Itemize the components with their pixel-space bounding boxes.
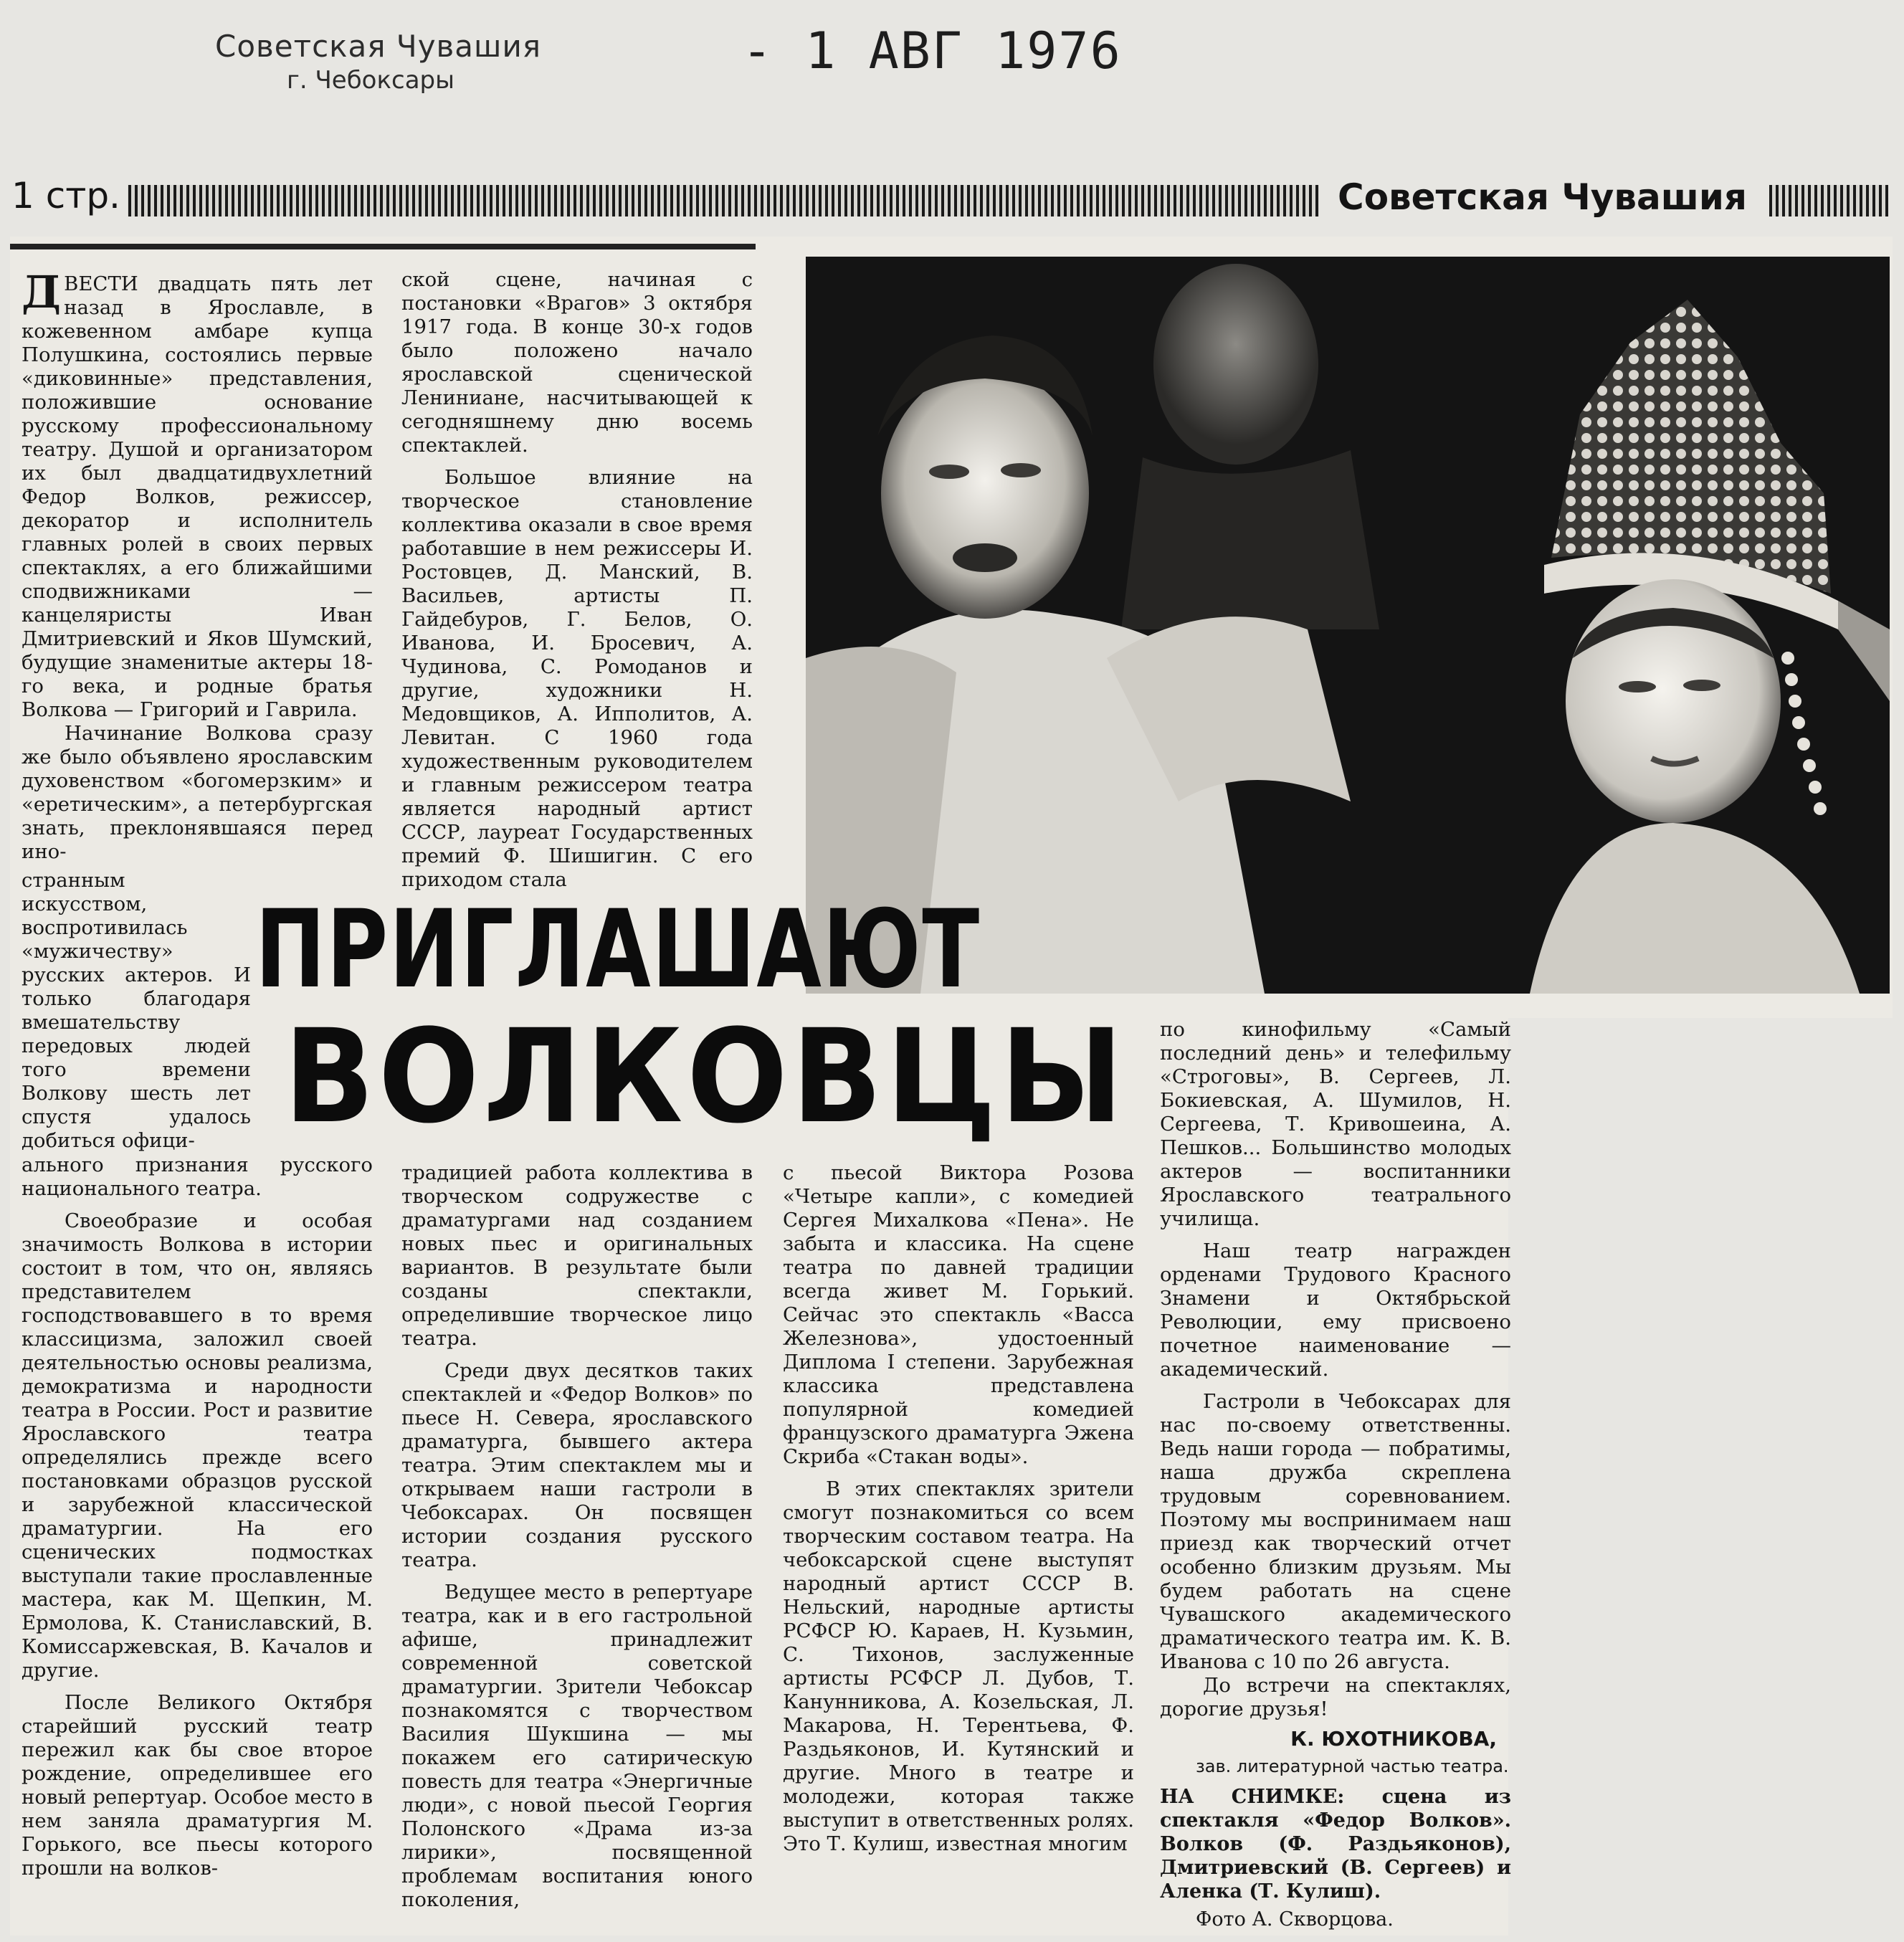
photo-caption: НА СНИМКЕ: сцена из спектакля «Федор Волков». Волков (Ф. Раздьяконов), Дмитриевский (В. Сергеев) и Аленка (Т. Кулиш). xyxy=(1160,1786,1511,1903)
article-top-rule xyxy=(10,244,756,249)
article-paragraph: До встречи на спектаклях, дорогие друзья! xyxy=(1160,1674,1511,1720)
article-column-3 xyxy=(783,1161,1134,1856)
article-paragraph: Начинание Волкова сразу же было объявлено ярославским духовенством «богомерзким» и «еретическим», а петербургская знать, преклонявшаяся перед ино- xyxy=(22,722,373,863)
page-number-label: 1 стр. xyxy=(11,175,128,216)
article-paragraph: ской сцене, начиная с постановки «Врагов» 3 октября 1917 года. В конце 30-х годов было положено начало ярославской сценической Лениниане, насчитывающей к сегодняшнему дню восемь спектаклей. xyxy=(401,268,753,457)
article-paragraph xyxy=(22,266,373,722)
article-column-2-bottom xyxy=(401,1161,753,1912)
article-paragraph: традицией работа коллектива в творческом содружестве с драматургами над созданием новых пьес и оригинальных вариантов. В результате были созданы спектакли, определившие творческое лицо театра. xyxy=(401,1161,753,1350)
article-column-2-top xyxy=(401,268,753,892)
masthead-hatch-rule-end xyxy=(1769,185,1888,216)
theatre-scene-photo xyxy=(806,257,1890,994)
article-paragraph: Ведущее место в репертуаре театра, как и в его гастрольной афише, принадлежит современной советской драматургии. Зрители Чебоксар познакомятся с творчеством Василия Шукшина — мы покажем его сатирическую повесть для театра «Энергичные люди», с новой пьесой Георгия Полонского «Драма из-за лирики», посвященной проблемам воспитания юного поколения, xyxy=(401,1581,753,1911)
headline-line-1: ПРИГЛАШАЮТ xyxy=(255,887,981,1012)
article-column-4 xyxy=(1160,1018,1511,1931)
clipping-date-stamp: - 1 АВГ 1976 xyxy=(742,22,1122,80)
photo-illustration xyxy=(806,257,1890,994)
author-signature: К. ЮХОТНИКОВА, xyxy=(1290,1727,1497,1751)
article-paragraph: по кинофильму «Самый последний день» и телефильму «Строговы», В. Сергеев, Л. Бокиевская, А. Шумилов, Н. Сергеева, Т. Кривошеина, А. Пешков... Большинство молодых актеров — воспитанники Ярославского театрального училища. xyxy=(1160,1018,1511,1230)
article-paragraph: странным искусством, воспротивилась «мужичеству» русских актеров. И только благодаря вмешательству передовых людей того времени Волкову шесть лет спустя удалось добиться офици- xyxy=(22,869,251,1152)
article-paragraph: Гастроли в Чебоксарах для нас по-своему ответственны. Ведь наши города — побратимы, наша дружба скреплена трудовым соревнованием. Поэтому мы воспринимаем наш приезд как творческий отчет особенно близким друзьям. Мы будем работать на сцене Чувашского академического драматического театра им. К. В. Иванова с 10 по 26 августа. xyxy=(1160,1390,1511,1673)
article-paragraph: с пьесой Виктора Розова «Четыре капли», с комедией Сергея Михалкова «Пена». Не забыта и классика. На сцене театра по давней традиции всегда живет М. Горький. Сейчас это спектакль «Васса Железнова», удостоенный Диплома I степени. Зарубежная классика представлена популярной комедией французского драматурга Эжена Скриба «Стакан воды». xyxy=(783,1161,1134,1468)
article-column-1-top xyxy=(22,266,373,864)
article-paragraph: После Великого Октября старейший русский театр пережил как бы свое второе рождение, определившее его новый репертуар. Особое место в нем заняла драматургия М. Горького, все пьесы которого прошли на волков- xyxy=(22,1691,373,1880)
paragraph-text: ВЕСТИ двадцать пять лет назад в Ярославле, в кожевенном амбаре купца Полушкина, состоялись первые «диковинные» представления, положившие основание русскому профессиональному театру. Душой и организатором их был двадцатидвухлетний Федор Волков, режиссер, декоратор и исполнитель главных ролей в своих первых спектаклях, а его ближайшими сподвижниками — канцеляристы Иван Дмитриевский и Яков Шумский, будущие знаменитые актеры 18-го века, и родные братья Волкова — Григорий и Гаврила. xyxy=(22,272,373,721)
clipping-city-stamp: г. Чебоксары xyxy=(287,66,454,95)
article-paragraph: Наш театр награжден орденами Трудового Красного Знамени и Октябрьской Революции, ему присвоено почетное наименование — академический. xyxy=(1160,1239,1511,1381)
article-column-1-narrow xyxy=(22,869,251,1153)
headline-line-2: ВОЛКОВЦЫ xyxy=(284,1002,1128,1152)
article-paragraph: ального признания русского национального театра. xyxy=(22,1153,373,1200)
masthead-hatch-rule xyxy=(122,185,1319,216)
article-column-1-bottom xyxy=(22,1153,373,1880)
clipping-newspaper-stamp: Советская Чувашия xyxy=(215,29,542,64)
author-role: зав. литературной частью театра. xyxy=(1196,1756,1509,1776)
photo-credit: Фото А. Скворцова. xyxy=(1196,1908,1394,1931)
article-paragraph: В этих спектаклях зрители смогут познакомиться со всем творческим составом театра. На чебоксарской сцене выступят народный артист СССР В. Нельский, народные артисты РСФСР Ю. Караев, Н. Кузьмин, С. Тихонов, заслуженные артисты РСФСР Л. Дубов, Т. Канунникова, А. Козельская, Л. Макарова, Н. Терентьева, Ф. Раздьяконов, И. Кутянский и другие. Много в театре и молодежи, которая также выступит в ответственных ролях. Это Т. Кулиш, известная многим xyxy=(783,1477,1134,1855)
masthead-newspaper-name: Советская Чувашия xyxy=(1328,176,1757,218)
article-paragraph: Среди двух десятков таких спектаклей и «Федор Волков» по пьесе Н. Севера, ярославского драматурга, бывшего актера театра. Этим спектаклем мы и открываем наши гастроли в Чебоксарах. Он посвящен истории создания русского театра. xyxy=(401,1359,753,1571)
article-paragraph: Большое влияние на творческое становление коллектива оказали в свое время работавшие в нем режиссеры И. Ростовцев, Д. Манский, В. Васильев, артисты П. Гайдебуров, Г. Белов, О. Иванова, И. Бросевич, А. Чудинова, С. Ромоданов и другие, художники Н. Медовщиков, А. Ипполитов, А. Левитан. С 1960 года художественным руководителем и главным режиссером театра является народный артист СССР, лауреат Государственных премий Ф. Шишигин. С его приходом стала xyxy=(401,466,753,891)
article-paragraph: Своеобразие и особая значимость Волкова в истории состоит в том, что он, являясь представителем господствовавшего в то время классицизма, заложил своей деятельностью основы реализма, демократизма и народности театра в России. Рост и развитие Ярославского театра определялись прежде всего постановками образцов русской и зарубежной классической драматургии. На его сценических подмостках выступали такие прославленные мастера, как М. Щепкин, М. Ермолова, К. Станиславский, В. Комиссаржевская, В. Качалов и другие. xyxy=(22,1209,373,1682)
drop-cap: Д xyxy=(22,266,62,318)
